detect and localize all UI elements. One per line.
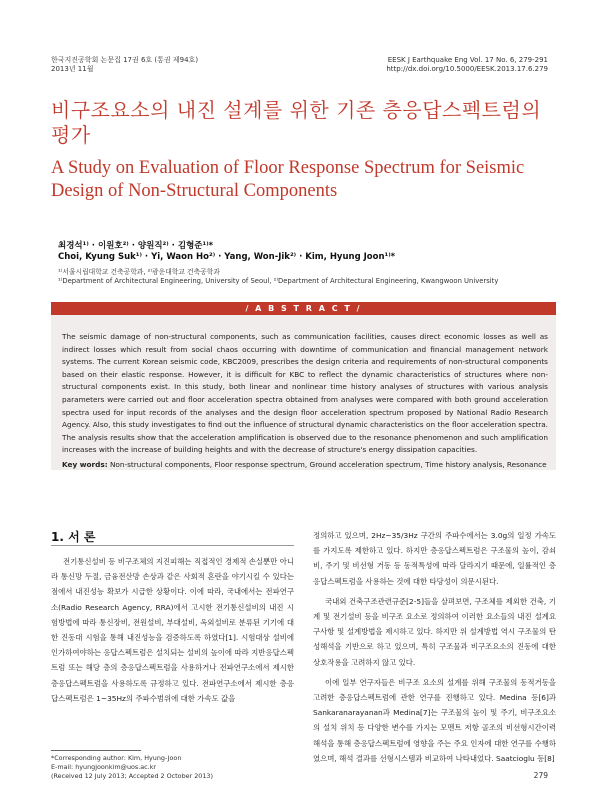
journal-header-right <box>386 56 548 74</box>
abstract-text: The seismic damage of non-structural components, such as communication facilities, causes direct economic losses as well as indirect losses which result from social chaos occurring with downtime of communication and financial management network systems. The current Korean seismic code, KBC2009, prescribes the design criteria and requirements of non-structural components based on their elastic response. However, it is difficult for KBC to reflect the dynamic characteristics of structures where non-structural components exist. In this study, both linear and nonlinear time history analyses of structures with various analysis parameters were carried out and floor acceleration spectra obtained from analyses were compared with both ground acceleration spectra used for input records of the analyses and the design floor acceleration spectrum proposed by National Radio Research Agency. Also, this study investigates to find out the influence of structural dynamic characteristics on the floor acceleration spectra. The analysis results show that the acceleration amplification is observed due to the resonance phenomenon and such amplification increases with the increase of building heights and with the decrease of structure's energy dissipation capacities. <box>62 332 548 455</box>
affiliations-korean: ¹⁾서울시립대학교 건축공학과, ²⁾광운대학교 건축공학과 <box>58 268 220 276</box>
body-column-left <box>51 528 294 711</box>
body-paragraph: 국내외 건축구조관련규준[2-5]들을 살펴보면, 구조체를 제외한 건축, 기계 및 전기설비 등을 비구조 요소로 정의하여 이러한 요소들의 내진 설계요구사항 및 설계방법을 제시하고 있다. 하지만 위 설계방법 역시 구조물의 탄성해석을 기반으로 하고 있으며, 특히 구조물과 비구조요소의 진동에 대한 상호작용을 고려하지 않고 있다. <box>313 596 556 667</box>
authors-english: Choi, Kyung Suk¹⁾ · Yi, Waon Ho²⁾ · Yang, Won-Jik²⁾ · Kim, Hyung Joon¹⁾* <box>58 252 396 262</box>
section-title-introduction: 1. 서 론 <box>51 530 96 544</box>
footnote <box>51 754 294 781</box>
keywords-label: Key words: <box>62 460 108 469</box>
body-column-right <box>313 528 556 771</box>
keywords <box>62 460 548 469</box>
journal-date-ko: 2013년 11월 <box>51 65 94 73</box>
doi-link[interactable]: http://dx.doi.org/10.5000/EESK.2013.17.6.279 <box>386 65 548 73</box>
journal-header-left <box>51 56 198 74</box>
body-paragraph: 전기통신설비 등 비구조체의 지진피해는 직접적인 경제적 손실뿐만 아니라 통신망 두절, 금융전산망 손상과 같은 사회적 혼란을 야기시킬 수 있다는 점에서 내진성능 확보가 시급한 상황이다. 이에 따라, 국내에서는 전파연구소(Radio Research Agency, RRA)에서 고시한 전기통신설비의 내진 시험방법에 따라 통신장비, 전원설비, 부대설비, 옥외설비로 분류된 기기에 대한 진동대 시험을 통해 내진성능을 검증하도록 하였다[1]. 시험대상 설비에 인가하여야하는 응답스펙트럼은 설치되는 설비의 높이에 따라 지반응답스펙트럼 또는 해당 층의 층응답스펙트럼을 사용하거나 전파연구소에서 제시한 층응답스펙트럼을 사용하도록 규정하고 있다. 전파연구소에서 제시한 층응답스펙트럼은 1~35Hz의 주파수범위에 대한 가속도 값을 <box>51 557 294 703</box>
body-paragraph: 이에 일부 연구자들은 비구조 요소의 설계를 위해 구조물의 동적거동을 고려한 층응답스펙트럼에 관한 연구를 진행하고 있다. Medina 등[6]과 Sankaranarayanan과 Medina[7]는 구조물의 높이 및 주기, 비구조요소의 설치 위치 등 다양한 변수를 가지는 모멘트 저항 골조의 비선형시간이력해석을 통해 층응답스펙트럼에 영향을 주는 주요 인자에 대한 연구를 수행하였으며, 해석 결과를 선형시스템과 비교하여 나타내었다. Saatcioglu 등[8] <box>313 677 556 763</box>
received-date: (Received 12 July 2013; Accepted 2 October 2013) <box>51 772 213 780</box>
abstract-heading: / A B S T R A C T / <box>51 302 556 315</box>
authors-korean: 최경석¹⁾ · 이원호²⁾ · 양원직²⁾ · 김형준¹⁾* <box>58 241 214 251</box>
journal-citation: EESK J Earthquake Eng Vol. 17 No. 6, 279-291 <box>387 56 548 64</box>
journal-name-ko: 한국지진공학회 논문집 17권 6호 (통권 제94호) <box>51 56 199 64</box>
footnote-divider <box>51 750 141 751</box>
affiliations-english: ¹⁾Department of Architectural Engineering, University of Seoul, ²⁾Department of Architectural Engineering, Kwangwoon University <box>58 277 499 285</box>
keywords-list: Non-structural components, Floor response spectrum, Ground acceleration spectrum, Time history analysis, Resonance <box>109 460 547 469</box>
body-paragraph: 정의하고 있으며, 2Hz~35/3Hz 구간의 주파수에서는 3.0g의 일정 가속도를 가지도록 제한하고 있다. 하지만 층응답스펙트럼은 구조물의 높이, 감쇠비, 주기 및 비선형 거동 등 동적특성에 따라 달라지기 때문에, 일률적인 층응답스펙트럼을 사용하는 것에 대한 타당성이 의문시된다. <box>313 531 556 586</box>
title-english: A Study on Evaluation of Floor Response Spectrum for Seismic Design of Non-Structural Components <box>51 158 525 201</box>
corresponding-author: *Corresponding author: Kim, Hyung-Joon <box>51 754 182 762</box>
page-number: 279 <box>533 771 548 780</box>
author-email[interactable]: E-mail: hyungjoonkim@uos.ac.kr <box>51 763 157 771</box>
title-korean: 비구조요소의 내진 설계를 위한 기존 층응답스펙트럼의 평가 <box>51 98 542 147</box>
